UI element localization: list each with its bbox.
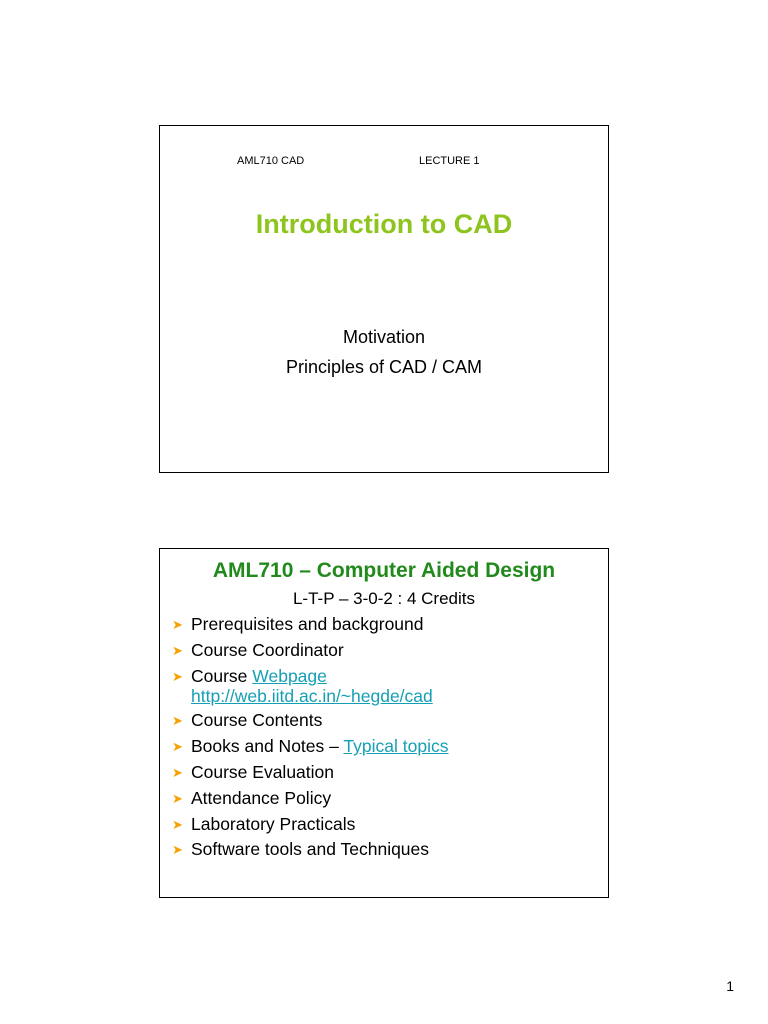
list-item (172, 708, 602, 734)
list-item-text: Course Evaluation (191, 761, 334, 782)
subtitle-line: Motivation (342, 327, 426, 347)
list-item-text: Course Contents (191, 710, 323, 731)
list-item-text: Course Coordinator (191, 639, 344, 660)
list-item-text: Laboratory Practicals (191, 813, 356, 834)
list-item (172, 734, 602, 760)
webpage-link[interactable]: Webpage (252, 665, 327, 686)
list-item-text: Course (191, 665, 253, 686)
list-item-text: Software tools and Techniques (191, 839, 430, 860)
arrow-bullet-icon: ➤ (172, 790, 183, 806)
arrow-bullet-icon: ➤ (172, 764, 183, 780)
list-item (172, 638, 602, 664)
topic-list (172, 612, 602, 863)
list-item-text: Books and Notes – (191, 736, 344, 757)
course-code-header: AML710 CAD (237, 155, 305, 167)
page-number: 1 (726, 978, 734, 994)
course-url-link[interactable]: http://web.iitd.ac.in/~hegde/cad (191, 686, 433, 707)
list-item-text: Attendance Policy (191, 787, 332, 808)
arrow-bullet-icon: ➤ (172, 713, 183, 729)
slide-title: AML710 – Computer Aided Design (212, 559, 556, 582)
arrow-bullet-icon: ➤ (172, 816, 183, 832)
list-item (172, 837, 602, 863)
list-item (172, 812, 602, 838)
arrow-bullet-icon: ➤ (172, 617, 183, 632)
arrow-bullet-icon: ➤ (172, 842, 183, 858)
list-item-text: Prerequisites and background (191, 614, 424, 634)
credits-line: L-T-P – 3-0-2 : 4 Credits (292, 589, 476, 608)
arrow-bullet-icon: ➤ (172, 642, 183, 658)
list-item (172, 664, 602, 707)
arrow-bullet-icon: ➤ (172, 668, 183, 684)
subtitle-line: Principles of CAD / CAM (285, 357, 483, 377)
slide-title: Introduction to CAD (255, 209, 513, 239)
arrow-bullet-icon: ➤ (172, 739, 183, 755)
typical-topics-link[interactable]: Typical topics (343, 736, 449, 757)
lecture-number-header: LECTURE 1 (419, 155, 480, 167)
slide-course-overview (159, 548, 609, 898)
slide-intro (159, 125, 609, 473)
list-item (172, 612, 602, 638)
list-item (172, 786, 602, 812)
list-item (172, 760, 602, 786)
